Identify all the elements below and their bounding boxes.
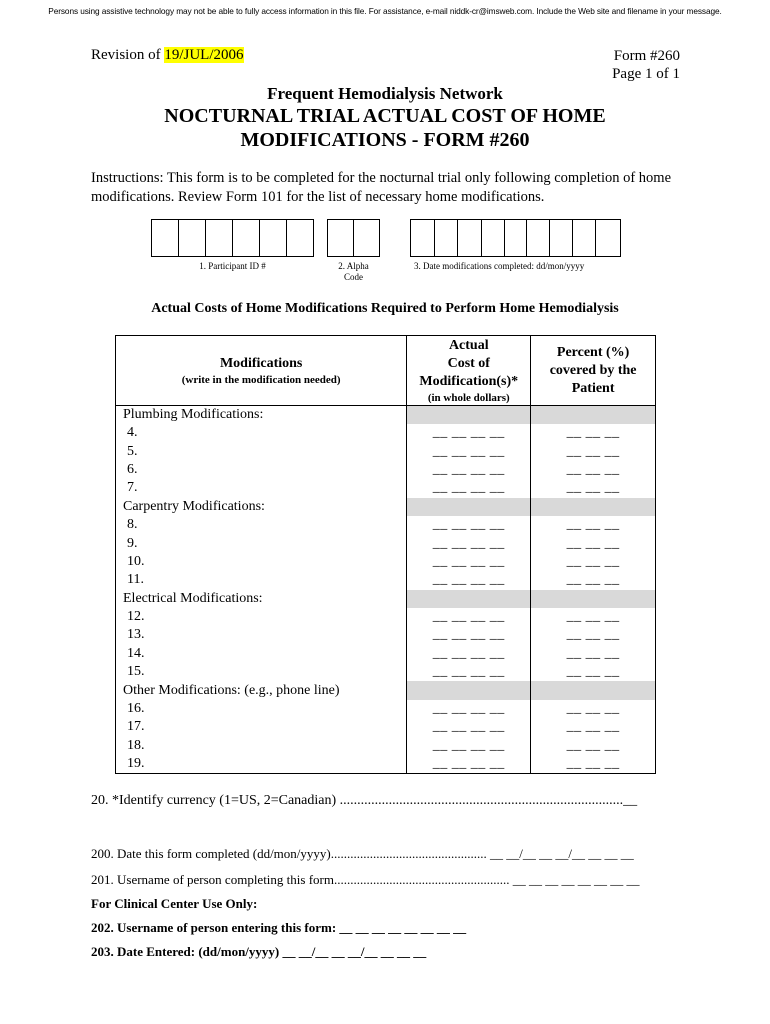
- row-number: 4.: [116, 424, 407, 442]
- table-row: [116, 755, 656, 774]
- percent-input[interactable]: __ __ __: [531, 755, 656, 774]
- section-row: [116, 681, 656, 699]
- id-box[interactable]: [152, 220, 179, 256]
- q200-date-completed[interactable]: 200. Date this form completed (dd/mon/yyyy)................................................ __ __/__ __ __/__ __ __ __: [91, 846, 634, 861]
- percent-input[interactable]: __ __ __: [531, 534, 656, 552]
- table-row: [116, 516, 656, 534]
- col2-line2: Cost of: [447, 355, 490, 371]
- cost-input[interactable]: __ __ __ __: [407, 571, 531, 589]
- shaded-cell: [531, 406, 656, 425]
- shaded-cell: [531, 498, 656, 516]
- row-number: 9.: [116, 534, 407, 552]
- alpha-code-label: [322, 261, 385, 283]
- id-box[interactable]: [260, 220, 287, 256]
- table-row: [116, 479, 656, 497]
- section-label: Electrical Modifications:: [116, 590, 407, 608]
- form-number: Form #260: [613, 48, 680, 64]
- percent-input[interactable]: __ __ __: [531, 461, 656, 479]
- alpha-code-boxes[interactable]: [327, 219, 380, 257]
- revision-line: [91, 47, 244, 64]
- q20-currency[interactable]: 20. *Identify currency (1=US, 2=Canadian) .................................................................................__: [91, 793, 638, 808]
- table-row: [116, 424, 656, 442]
- instructions: Instructions: This form is to be completed for the nocturnal trial only following completion of home modifications. Review Form 101 for the list of necessary home modifications.: [91, 170, 672, 205]
- row-number: 15.: [116, 663, 407, 681]
- id-box[interactable]: [206, 220, 233, 256]
- id-box[interactable]: [233, 220, 260, 256]
- section-label: Other Modifications: (e.g., phone line): [116, 681, 407, 699]
- table-row: [116, 700, 656, 718]
- percent-input[interactable]: __ __ __: [531, 626, 656, 644]
- table-row: [116, 534, 656, 552]
- cost-input[interactable]: __ __ __ __: [407, 479, 531, 497]
- col-percent-header: [531, 336, 656, 406]
- percent-input[interactable]: __ __ __: [531, 571, 656, 589]
- shaded-cell: [407, 681, 531, 699]
- network-name: Frequent Hemodialysis Network: [267, 84, 503, 103]
- date-box[interactable]: [550, 220, 573, 256]
- row-number: 7.: [116, 479, 407, 497]
- section-row: [116, 406, 656, 425]
- cost-input[interactable]: __ __ __ __: [407, 718, 531, 736]
- row-number: 14.: [116, 645, 407, 663]
- id-box[interactable]: [179, 220, 206, 256]
- col3-line1: Percent (%): [556, 344, 630, 360]
- cost-input[interactable]: __ __ __ __: [407, 553, 531, 571]
- col2-subtitle: (in whole dollars): [427, 391, 510, 404]
- form-number-block: [612, 47, 680, 83]
- cost-input[interactable]: __ __ __ __: [407, 737, 531, 755]
- row-number: 13.: [116, 626, 407, 644]
- table-row: [116, 442, 656, 460]
- alpha-label-line2: Code: [344, 272, 363, 282]
- col3-line2: covered by the: [549, 362, 637, 378]
- date-box[interactable]: [505, 220, 528, 256]
- alpha-box[interactable]: [328, 220, 354, 256]
- col-modifications-header: [116, 336, 407, 406]
- date-box[interactable]: [435, 220, 458, 256]
- percent-input[interactable]: __ __ __: [531, 516, 656, 534]
- form-title: [0, 104, 770, 152]
- cost-input[interactable]: __ __ __ __: [407, 461, 531, 479]
- date-completed-label: 3. Date modifications completed: dd/mon/yyyy: [414, 261, 585, 271]
- row-number: 16.: [116, 700, 407, 718]
- row-number: 12.: [116, 608, 407, 626]
- row-number: 17.: [116, 718, 407, 736]
- participant-id-label: 1. Participant ID #: [199, 261, 266, 271]
- title-line-1: NOCTURNAL TRIAL ACTUAL COST OF HOME: [164, 105, 606, 127]
- id-box[interactable]: [287, 220, 313, 256]
- date-box[interactable]: [411, 220, 435, 256]
- percent-input[interactable]: __ __ __: [531, 645, 656, 663]
- row-number: 18.: [116, 737, 407, 755]
- page-number: Page 1 of 1: [612, 66, 680, 82]
- shaded-cell: [407, 498, 531, 516]
- table-row: [116, 663, 656, 681]
- percent-input[interactable]: __ __ __: [531, 608, 656, 626]
- col2-line3: Modification(s)*: [419, 373, 519, 389]
- table-row: [116, 737, 656, 755]
- cost-table: [115, 335, 656, 774]
- row-number: 5.: [116, 442, 407, 460]
- cost-input[interactable]: __ __ __ __: [407, 516, 531, 534]
- revision-date: 19/JUL/2006: [164, 47, 244, 63]
- table-row: [116, 718, 656, 736]
- cost-input[interactable]: __ __ __ __: [407, 608, 531, 626]
- cost-input[interactable]: __ __ __ __: [407, 645, 531, 663]
- table-row: [116, 461, 656, 479]
- shaded-cell: [531, 681, 656, 699]
- percent-input[interactable]: __ __ __: [531, 700, 656, 718]
- table-title: Actual Costs of Home Modifications Required to Perform Home Hemodialysis: [151, 301, 619, 316]
- col2-line1: Actual: [448, 337, 489, 353]
- date-completed-boxes[interactable]: [410, 219, 621, 257]
- date-box[interactable]: [458, 220, 482, 256]
- percent-input[interactable]: __ __ __: [531, 442, 656, 460]
- row-number: 19.: [116, 755, 407, 774]
- section-label: Plumbing Modifications:: [116, 406, 407, 425]
- table-row: [116, 645, 656, 663]
- row-number: 11.: [116, 571, 407, 589]
- clinical-center-heading: For Clinical Center Use Only:: [91, 896, 258, 911]
- cost-input[interactable]: __ __ __ __: [407, 663, 531, 681]
- participant-id-boxes[interactable]: [151, 219, 314, 257]
- percent-input[interactable]: __ __ __: [531, 737, 656, 755]
- percent-input[interactable]: __ __ __: [531, 718, 656, 736]
- table-row: [116, 571, 656, 589]
- q202-username-entering[interactable]: 202. Username of person entering this form: __ __ __ __ __ __ __ __: [91, 920, 467, 935]
- date-box[interactable]: [527, 220, 550, 256]
- revision-label: Revision of: [91, 47, 161, 63]
- date-box[interactable]: [482, 220, 505, 256]
- date-box[interactable]: [573, 220, 596, 256]
- percent-input[interactable]: __ __ __: [531, 553, 656, 571]
- percent-input[interactable]: __ __ __: [531, 479, 656, 497]
- table-row: [116, 553, 656, 571]
- alpha-label-line1: 2. Alpha: [338, 261, 369, 271]
- cost-input[interactable]: __ __ __ __: [407, 442, 531, 460]
- shaded-cell: [407, 590, 531, 608]
- col1-title: Modifications: [219, 355, 303, 371]
- cost-input[interactable]: __ __ __ __: [407, 534, 531, 552]
- col3-line3: Patient: [571, 380, 615, 396]
- table-row: [116, 626, 656, 644]
- shaded-cell: [407, 406, 531, 425]
- section-row: [116, 590, 656, 608]
- accessibility-notice: Persons using assistive technology may not be able to fully access information in this file. For assistance, e-mail niddk-cr@imsweb.com. Include the Web site and filename in your message.: [48, 6, 722, 16]
- row-number: 8.: [116, 516, 407, 534]
- row-number: 6.: [116, 461, 407, 479]
- row-number: 10.: [116, 553, 407, 571]
- section-row: [116, 498, 656, 516]
- cost-input[interactable]: __ __ __ __: [407, 626, 531, 644]
- section-label: Carpentry Modifications:: [116, 498, 407, 516]
- q201-username[interactable]: 201. Username of person completing this form...................................................... __ __ __ __ __ __ __ __: [91, 872, 640, 887]
- col1-subtitle: (write in the modification needed): [181, 373, 341, 386]
- q203-date-entered[interactable]: 203. Date Entered: (dd/mon/yyyy) __ __/__ __ __/__ __ __ __: [91, 944, 427, 959]
- percent-input[interactable]: __ __ __: [531, 424, 656, 442]
- cost-input[interactable]: __ __ __ __: [407, 755, 531, 774]
- shaded-cell: [531, 590, 656, 608]
- title-line-2: MODIFICATIONS - FORM #260: [240, 129, 530, 151]
- alpha-box[interactable]: [354, 220, 379, 256]
- cost-input[interactable]: __ __ __ __: [407, 424, 531, 442]
- col-cost-header: [407, 336, 531, 406]
- percent-input[interactable]: __ __ __: [531, 663, 656, 681]
- cost-input[interactable]: __ __ __ __: [407, 700, 531, 718]
- date-box[interactable]: [596, 220, 620, 256]
- table-row: [116, 608, 656, 626]
